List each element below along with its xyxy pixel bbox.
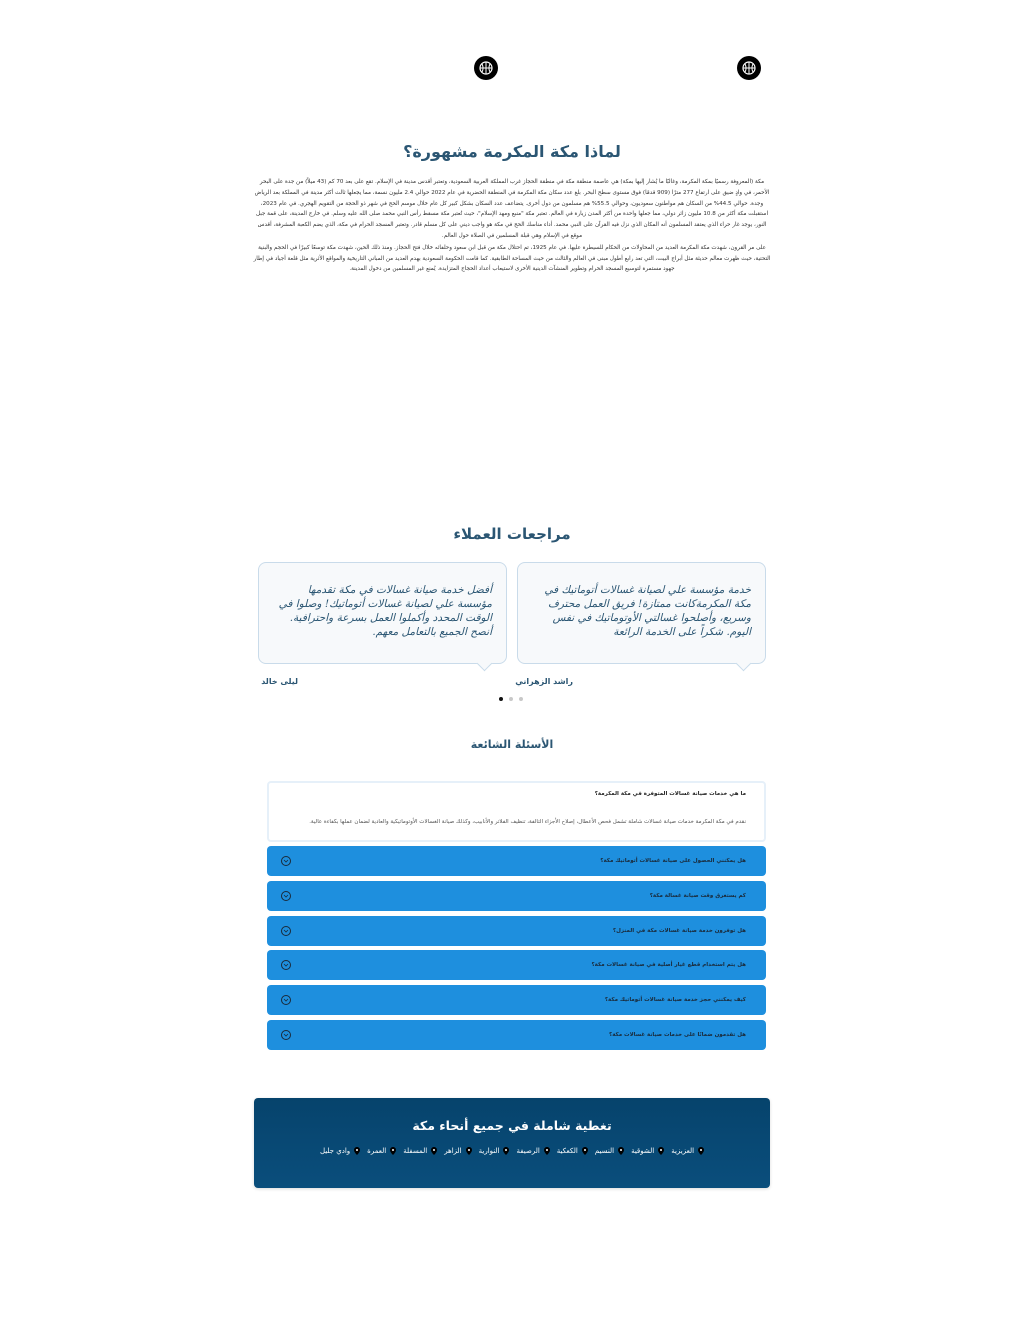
area-item: [320, 1147, 360, 1155]
area-label: العمرة: [367, 1147, 387, 1155]
area-item: [479, 1147, 510, 1155]
about-paragraph: مكة (المعروفة رسميًا بمكة المكرمة، وغالبًا ما يُشار إليها بمكة) هي عاصمة منطقة مكة في منطقة الحجاز غرب المملكة العربية السعودية، وتعتبر أقدس مدينة في الإسلام. تقع على بعد 70 كم (43 ميلاً) من جدة على البحر الأحمر، في وادٍ ضيق على ارتفاع 277 مترًا (909 قدمًا) فوق مستوى سطح البحر. بلغ عدد سكان مكة المكرمة في المنطقة الحضرية في عام 2022 حوالي 2.4 مليون نسمة، مما يجعلها ثالث أكثر مدينة في المملكة بعد الرياض وجدة. حوالي 44.5% من السكان هم مواطنون سعوديون، وحوالي 55.5% هم مسلمون من دول أخرى. يتضاعف عدد السكان بشكل كبير كل عام خلال موسم الحج في شهر ذو الحجة من التقويم الهجري. في عام 2023، استقبلت مكة أكثر من 10.8 مليون زائر دولي، مما جعلها واحدة من أكثر المدن زيارة في العالم. تعتبر مكة "منبع ومهد الإسلام"، حيث تُعتبر مكة مسقط رأس النبي محمد صلى الله عليه وسلم. في خارج المدينة، على قمة جبل النور، يوجد غار حراء الذي يعتقد المسلمون أنه المكان الذي نزل فيه القرآن على النبي محمد. أداء مناسك الحج في مكة هو واجب ديني على كل مسلم قادر. وتعتبر المسجد الحرام في مكة، الذي يضم الكعبة المشرفة، أقدس موقع في الإسلام وهي قبلة المسلمين في الصلاة حول العالم.: [254, 179, 770, 239]
chevron-down-icon[interactable]: [281, 960, 291, 970]
faq-question[interactable]: هل يتم استخدام قطع غيار أصلية في صيانة غسالات مكة؟: [591, 962, 746, 968]
faq-question[interactable]: كيف يمكنني حجز خدمة صيانة غسالات أتوماتيك مكة؟: [604, 997, 746, 1003]
area-item: [671, 1147, 704, 1155]
area-label: الرصيفة: [516, 1147, 540, 1155]
faq-question[interactable]: كم يستغرق وقت صيانة غسالة مكة؟: [649, 893, 746, 899]
faq-item[interactable]: [267, 881, 766, 911]
about-section: [252, 142, 772, 275]
review-text: خدمة مؤسسة علي لصيانة غسالات أتوماتيك في مكة المكرمةكانت ممتازة! فريق العمل محترف وسريع، وأصلحوا غسالتي الأوتوماتيك في نفس اليوم. شكراً على الخدمة الرائعة: [544, 584, 751, 638]
faq-question[interactable]: هل توفرون خدمة صيانة غسالات مكة في المنزل؟: [612, 928, 746, 934]
carousel-dot[interactable]: [509, 697, 513, 701]
coverage-areas: [254, 1147, 770, 1155]
review-text: أفضل خدمة صيانة غسالات في مكة تقدمها مؤسسة علي لصيانة غسالات أتوماتيك! وصلوا في الوقت المحدد وأكملوا العمل بسرعة واحترافية. أنصح الجميع بالتعامل معهم.: [278, 584, 492, 638]
area-item: [444, 1147, 471, 1155]
map-pin-icon: [698, 1147, 704, 1155]
map-pin-icon: [658, 1147, 664, 1155]
map-pin-icon: [390, 1147, 396, 1155]
faq-item-open[interactable]: [267, 781, 766, 842]
basketball-glyph: [742, 61, 756, 75]
about-title: لماذا مكة المكرمة مشهورة؟: [403, 142, 621, 161]
area-item: [631, 1147, 664, 1155]
basketball-icon: [737, 56, 761, 80]
faq-answer: نقدم في مكة المكرمة خدمات صيانة غسالات شاملة تشمل فحص الأعطال، إصلاح الأجزاء التالفة، تنظيف الفلاتر والأنابيب، وكذلك صيانة الغسالات الأوتوماتيكية والعادية لضمان عملها بكفاءة عالية.: [309, 819, 746, 825]
faq-question[interactable]: هل تقدمون ضمانًا على خدمات صيانة غسالات مكة؟: [609, 1032, 746, 1038]
review-card: [258, 562, 507, 664]
map-pin-icon: [431, 1147, 437, 1155]
area-label: النسيم: [594, 1147, 615, 1155]
carousel-dot[interactable]: [519, 697, 523, 701]
faq-item[interactable]: [267, 950, 766, 980]
reviewer-name: ليلى خالد: [261, 677, 298, 686]
area-label: الكعكية: [556, 1147, 578, 1155]
chevron-down-icon[interactable]: [281, 995, 291, 1005]
faq-item[interactable]: [267, 1020, 766, 1050]
area-label: وادي جليل: [319, 1147, 351, 1155]
map-pin-icon: [544, 1147, 550, 1155]
basketball-glyph: [479, 61, 493, 75]
faq-item[interactable]: [267, 916, 766, 946]
area-label: الزاهر: [444, 1147, 462, 1155]
faq-question[interactable]: ما هي خدمات صيانة غسالات المتوفرة في مكة المكرمة؟: [594, 791, 746, 797]
map-pin-icon: [466, 1147, 472, 1155]
area-item: [403, 1147, 437, 1155]
reviewer-name: راشد الزهراني: [515, 677, 573, 686]
area-label: العزيزية: [671, 1147, 695, 1155]
map-pin-icon: [503, 1147, 509, 1155]
coverage-title: تغطية شاملة في جميع أنحاء مكة: [412, 1118, 612, 1133]
chevron-down-icon[interactable]: [281, 1030, 291, 1040]
area-label: الشوقية: [631, 1147, 655, 1155]
map-pin-icon: [618, 1147, 624, 1155]
faq-item[interactable]: [267, 985, 766, 1015]
faq-question[interactable]: هل يمكنني الحصول على صيانة غسالات أتوماتيك مكة؟: [600, 858, 746, 864]
area-item: [557, 1147, 588, 1155]
chevron-down-icon[interactable]: [281, 926, 291, 936]
area-label: المسفلة: [403, 1147, 428, 1155]
review-card: [517, 562, 766, 664]
area-item: [516, 1147, 549, 1155]
faq-item[interactable]: [267, 846, 766, 876]
faq-title: الأسئلة الشائعة: [470, 738, 554, 751]
area-label: النوارية: [478, 1147, 500, 1155]
chevron-down-icon[interactable]: [281, 891, 291, 901]
map-pin-icon: [582, 1147, 588, 1155]
about-paragraph: على مر القرون، شهدت مكة المكرمة العديد من المحاولات من الحكام للسيطرة عليها. في عام 1925، تم احتلال مكة من قبل ابن سعود وحلفائه خلال فتح الحجاز. ومنذ ذلك الحين، شهدت مكة توسعًا كبيرًا في الحجم والبنية التحتية، حيث ظهرت معالم حديثة مثل أبراج البيت، التي تعد رابع أطول مبنى في العالم والثالث من حيث المساحة الطابقية. كما قامت الحكومة السعودية بهدم العديد من المباني التاريخية والمواقع الأثرية مثل قلعة أجياد في إطار جهود مستمرة لتوسيع المسجد الحرام وتطوير المنشآت الدينية الأخرى لاستيعاب أعداد الحجاج المتزايدة. يُمنع غير المسلمين من دخول المدينة.: [253, 244, 771, 273]
carousel-dots: [499, 697, 523, 701]
reviews-title: مراجعات العملاء: [453, 525, 571, 543]
chevron-down-icon[interactable]: [281, 856, 291, 866]
map-pin-icon: [354, 1147, 360, 1155]
area-item: [595, 1147, 624, 1155]
basketball-icon: [474, 56, 498, 80]
carousel-dot-active[interactable]: [499, 697, 503, 701]
coverage-section: [254, 1098, 770, 1188]
area-item: [367, 1147, 396, 1155]
